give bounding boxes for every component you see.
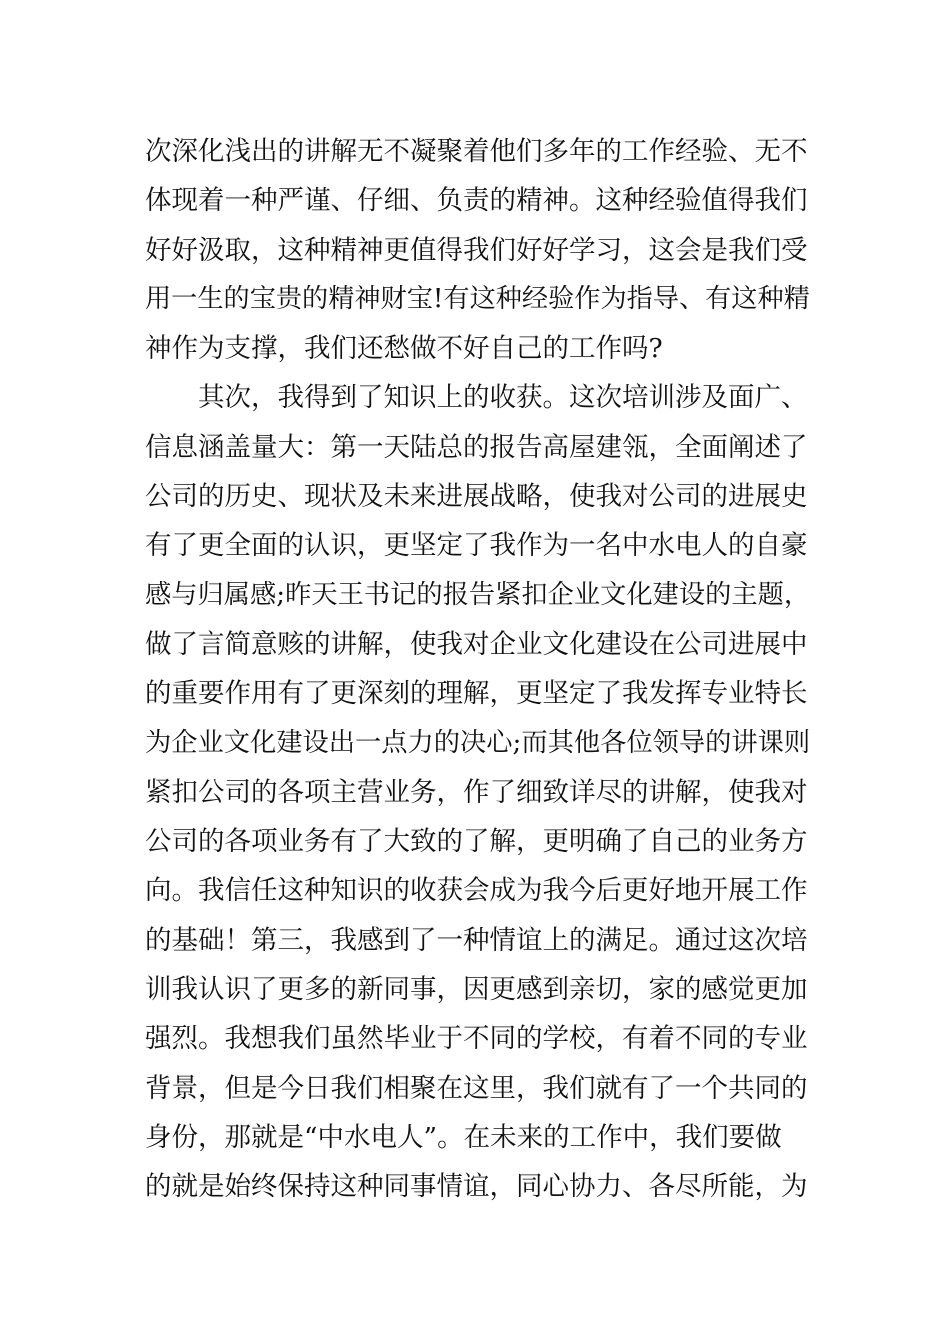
text-line: 紧扣公司的各项主营业务，作了细致详尽的讲解，使我对 [145,776,808,808]
text-line: 体现着一种严谨、仔细、负责的精神。这种经验值得我们 [145,185,808,217]
text-line: 感与归属感;昨天王书记的报告紧扣企业文化建设的主题， [145,579,811,610]
text-line: 次深化浅出的讲解无不凝聚着他们多年的工作经验、无不 [145,136,808,167]
body-text [145,127,810,1212]
text-line: 为企业文化建设出一点力的决心;而其他各位领导的讲课则 [145,727,811,758]
text-line: 的基础！第三，我感到了一种情谊上的满足。通过这次培 [145,924,808,956]
text-line: 训我认识了更多的新同事，因更感到亲切，家的感觉更加 [145,974,808,1006]
text-line: 背景，但是今日我们相聚在这里，我们就有了一个共同的 [145,1072,808,1104]
text-line: 的就是始终保持这种同事情谊，同心协力、各尽所能，为 [145,1171,808,1203]
text-line: 信息涵盖量大：第一天陆总的报告高屋建瓴，全面阐述了 [145,431,808,463]
text-line: 用一生的宝贵的精神财宝!有这种经验作为指导、有这种精 [145,283,810,314]
text-line: 的重要作用有了更深刻的理解，更坚定了我发挥专业特长 [145,678,808,710]
text-line: 强烈。我想我们虽然毕业于不同的学校，有着不同的专业 [145,1023,808,1055]
text-line: 公司的历史、现状及未来进展战略，使我对公司的进展史 [145,481,808,513]
text-line: 好好汲取，这种精神更值得我们好好学习，这会是我们受 [145,234,808,266]
text-line: 公司的各项业务有了大致的了解，更明确了自己的业务方 [145,826,808,858]
text-line: 身份，那就是“中水电人”。在未来的工作中，我们要做 [145,1121,782,1153]
text-line: 其次，我得到了知识上的收获。这次培训涉及面广、 [198,382,808,414]
text-line: 有了更全面的认识，更坚定了我作为一名中水电人的自豪 [145,530,808,562]
text-line: 做了言简意赅的讲解，使我对企业文化建设在公司进展中 [145,628,808,660]
text-line: 向。我信任这种知识的收获会成为我今后更好地开展工作 [145,875,808,907]
text-line: 神作为支撑，我们还愁做不好自己的工作吗? [145,333,663,365]
